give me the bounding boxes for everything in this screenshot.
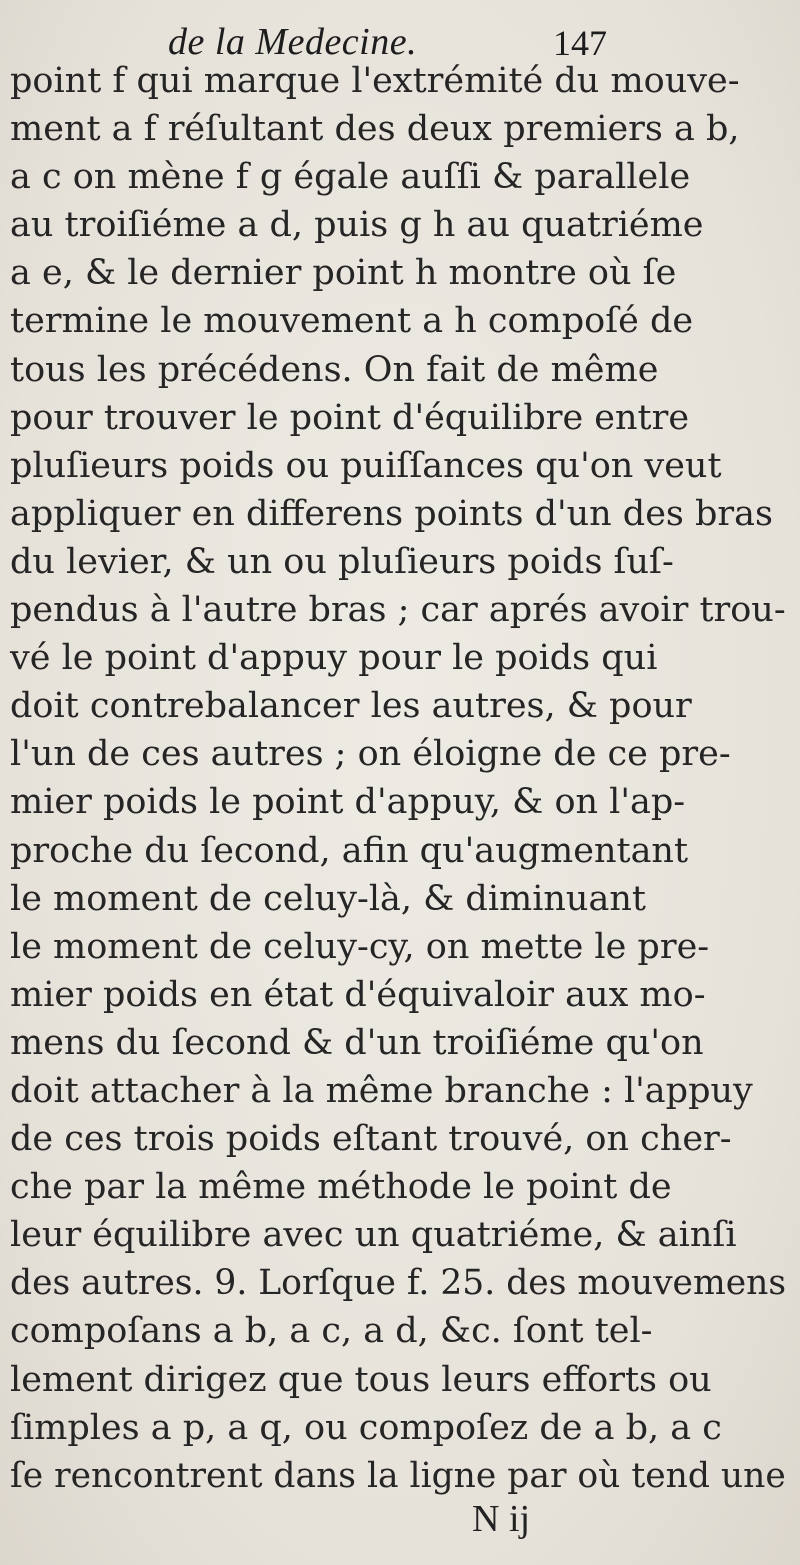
text-line: termine le mouvement a h compoſé de — [10, 301, 694, 342]
running-head: de la Medecine. — [168, 21, 418, 63]
text-line: mens du ſecond & d'un troiſiéme qu'on — [10, 1022, 704, 1063]
text-line: compoſans a b, a c, a d, &c. ſont tel- — [10, 1311, 653, 1352]
text-line: du levier, & un ou pluſieurs poids ſuſ- — [10, 541, 674, 582]
text-line: a e, & le dernier point h montre où ſe — [10, 253, 677, 294]
page-number: 147 — [553, 23, 607, 63]
text-line: che par la même méthode le point de — [10, 1167, 672, 1208]
text-line: l'un de ces autres ; on éloigne de ce pre- — [10, 734, 731, 775]
text-line: le moment de celuy-là, & diminuant — [10, 878, 646, 919]
text-line: leur équilibre avec un quatriéme, & ainſi — [10, 1215, 737, 1256]
text-line: doit attacher à la même branche : l'appuy — [10, 1070, 753, 1111]
text-line: de ces trois poids eſtant trouvé, on cher- — [10, 1119, 732, 1160]
text-line: ſe rencontrent dans la ligne par où tend une — [10, 1455, 786, 1496]
text-line: proche du ſecond, afin qu'augmentant — [10, 830, 689, 871]
signature-mark: N ij — [472, 1498, 531, 1540]
body-text — [10, 57, 790, 1500]
page-header — [0, 10, 800, 62]
text-line: a c on mène f g égale auſſi & parallele — [10, 157, 691, 198]
text-line: mier poids en état d'équivaloir aux mo- — [10, 974, 706, 1015]
text-line: appliquer en differens points d'un des bras — [10, 493, 773, 534]
text-line: au troiſiéme a d, puis g h au quatriéme — [10, 205, 704, 246]
text-line: ment a f réſultant des deux premiers a b, — [10, 109, 740, 150]
text-line: pendus à l'autre bras ; car aprés avoir trou- — [10, 590, 786, 631]
text-line: le moment de celuy-cy, on mette le pre- — [10, 926, 710, 967]
text-line: pour trouver le point d'équilibre entre — [10, 397, 690, 438]
text-line: tous les précédens. On fait de même — [10, 349, 659, 390]
text-line: point f qui marque l'extrémité du mouve- — [10, 61, 740, 101]
text-line: mier poids le point d'appuy, & on l'ap- — [10, 782, 686, 823]
text-line: lement dirigez que tous leurs efforts ou — [10, 1359, 712, 1400]
text-line: ſimples a p, a q, ou compoſez de a b, a c — [10, 1407, 722, 1448]
text-line: pluſieurs poids ou puiſſances qu'on veut — [10, 445, 722, 486]
text-line: des autres. 9. Lorſque f. 25. des mouvemens — [10, 1263, 787, 1304]
text-line: vé le point d'appuy pour le poids qui — [10, 638, 658, 679]
text-line: doit contrebalancer les autres, & pour — [10, 686, 692, 727]
